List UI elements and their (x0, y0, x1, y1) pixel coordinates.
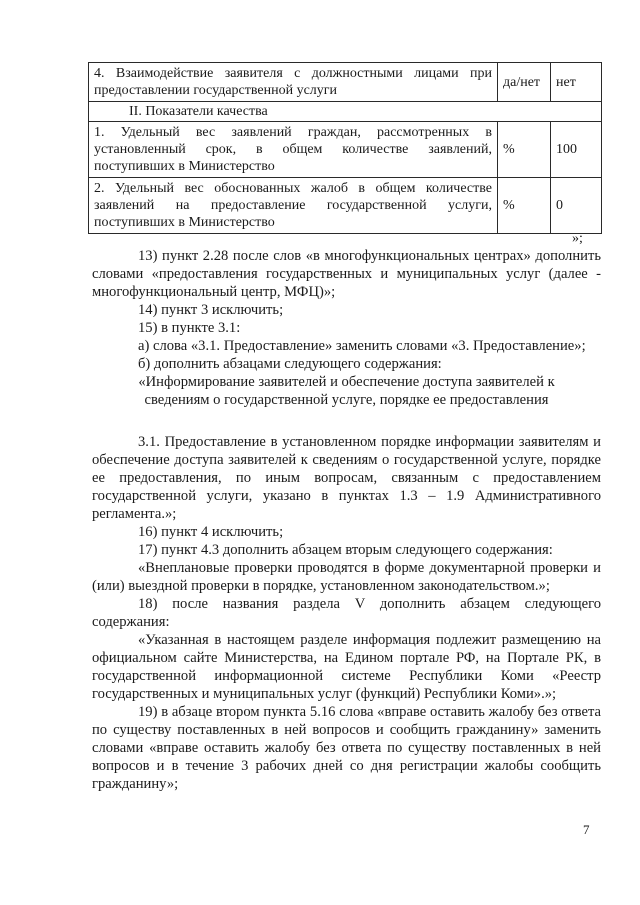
paragraph-item-16: 16) пункт 4 исключить; (138, 524, 284, 540)
indicator-text: 1. Удельный вес заявлений граждан, рассмотренных в установленный срок, в общем количестве заявлений, поступивших в Министерство (89, 122, 498, 178)
paragraph-item-19: 19) в абзаце втором пункта 5.16 слова «вправе оставить жалобу без ответа по существу поставленных в ней вопросов и сообщить гражданину» заменить словами «вправе оставить жалобу без ответа по существу поставленных в ней вопросов и в течение 3 рабочих дней со дня регистрации жалобы сообщить гражданину»; (92, 704, 601, 792)
section-heading-line-1: «Информирование заявителей и обеспечение доступа заявителей к (138, 374, 555, 390)
table-section-row (89, 102, 602, 122)
spacer (92, 409, 601, 433)
indicator-value: 0 (551, 178, 602, 234)
indicator-unit: % (498, 178, 551, 234)
section-heading: II. Показатели качества (89, 102, 602, 122)
paragraph-3-1: 3.1. Предоставление в установленном порядке информации заявителям и обеспечение доступа заявителей к сведениям о государственной услуге, порядке ее предоставления, по иным вопросам, связанным с предоставлением государственной услуги, указано в пунктах 1.3 – 1.9 Административного регламента.»; (92, 434, 601, 522)
paragraph-item-15: 15) в пункте 3.1: (138, 320, 241, 336)
table-row (89, 63, 602, 102)
table-row (89, 122, 602, 178)
indicator-text: 4. Взаимодействие заявителя с должностными лицами при предоставлении государственной услуги (89, 63, 498, 102)
quality-indicators-table (88, 62, 602, 234)
paragraph-item-18-quote: «Указанная в настоящем разделе информация подлежит размещению на официальном сайте Министерства, на Едином портале РФ, на Портале РК, в государственной информационной системе Республики Коми «Реестр государственных и муниципальных услуг (функций) Республики Коми».»; (92, 632, 601, 702)
indicator-value: 100 (551, 122, 602, 178)
paragraph-item-18: 18) после названия раздела V дополнить абзацем следующего содержания: (92, 596, 601, 630)
page-number: 7 (583, 822, 590, 837)
paragraph-item-17: 17) пункт 4.3 дополнить абзацем вторым следующего содержания: (138, 542, 553, 558)
paragraph-item-15a: а) слова «3.1. Предоставление» заменить словами «3. Предоставление»; (138, 338, 586, 354)
paragraph-item-13: 13) пункт 2.28 после слов «в многофункциональных центрах» дополнить словами «предоставления государственных и муниципальных услуг (далее - многофункциональный центр, МФЦ)»; (92, 248, 601, 300)
closing-quote: »; (572, 231, 583, 246)
section-heading-line-2: сведениям о государственной услуге, порядке ее предоставления (144, 392, 549, 408)
indicator-value: нет (551, 63, 602, 102)
indicator-unit: да/нет (498, 63, 551, 102)
table-row (89, 178, 602, 234)
paragraph-item-14: 14) пункт 3 исключить; (138, 302, 284, 318)
indicator-text: 2. Удельный вес обоснованных жалоб в общем количестве заявлений на предоставление государственной услуги, поступивших в Министерство (89, 178, 498, 234)
paragraph-item-17-quote: «Внеплановые проверки проводятся в форме документарной проверки и (или) выездной проверки в порядке, установленном законодательством.»; (92, 560, 601, 594)
document-body (92, 247, 601, 793)
indicator-unit: % (498, 122, 551, 178)
paragraph-item-15b: б) дополнить абзацами следующего содержания: (138, 356, 442, 372)
